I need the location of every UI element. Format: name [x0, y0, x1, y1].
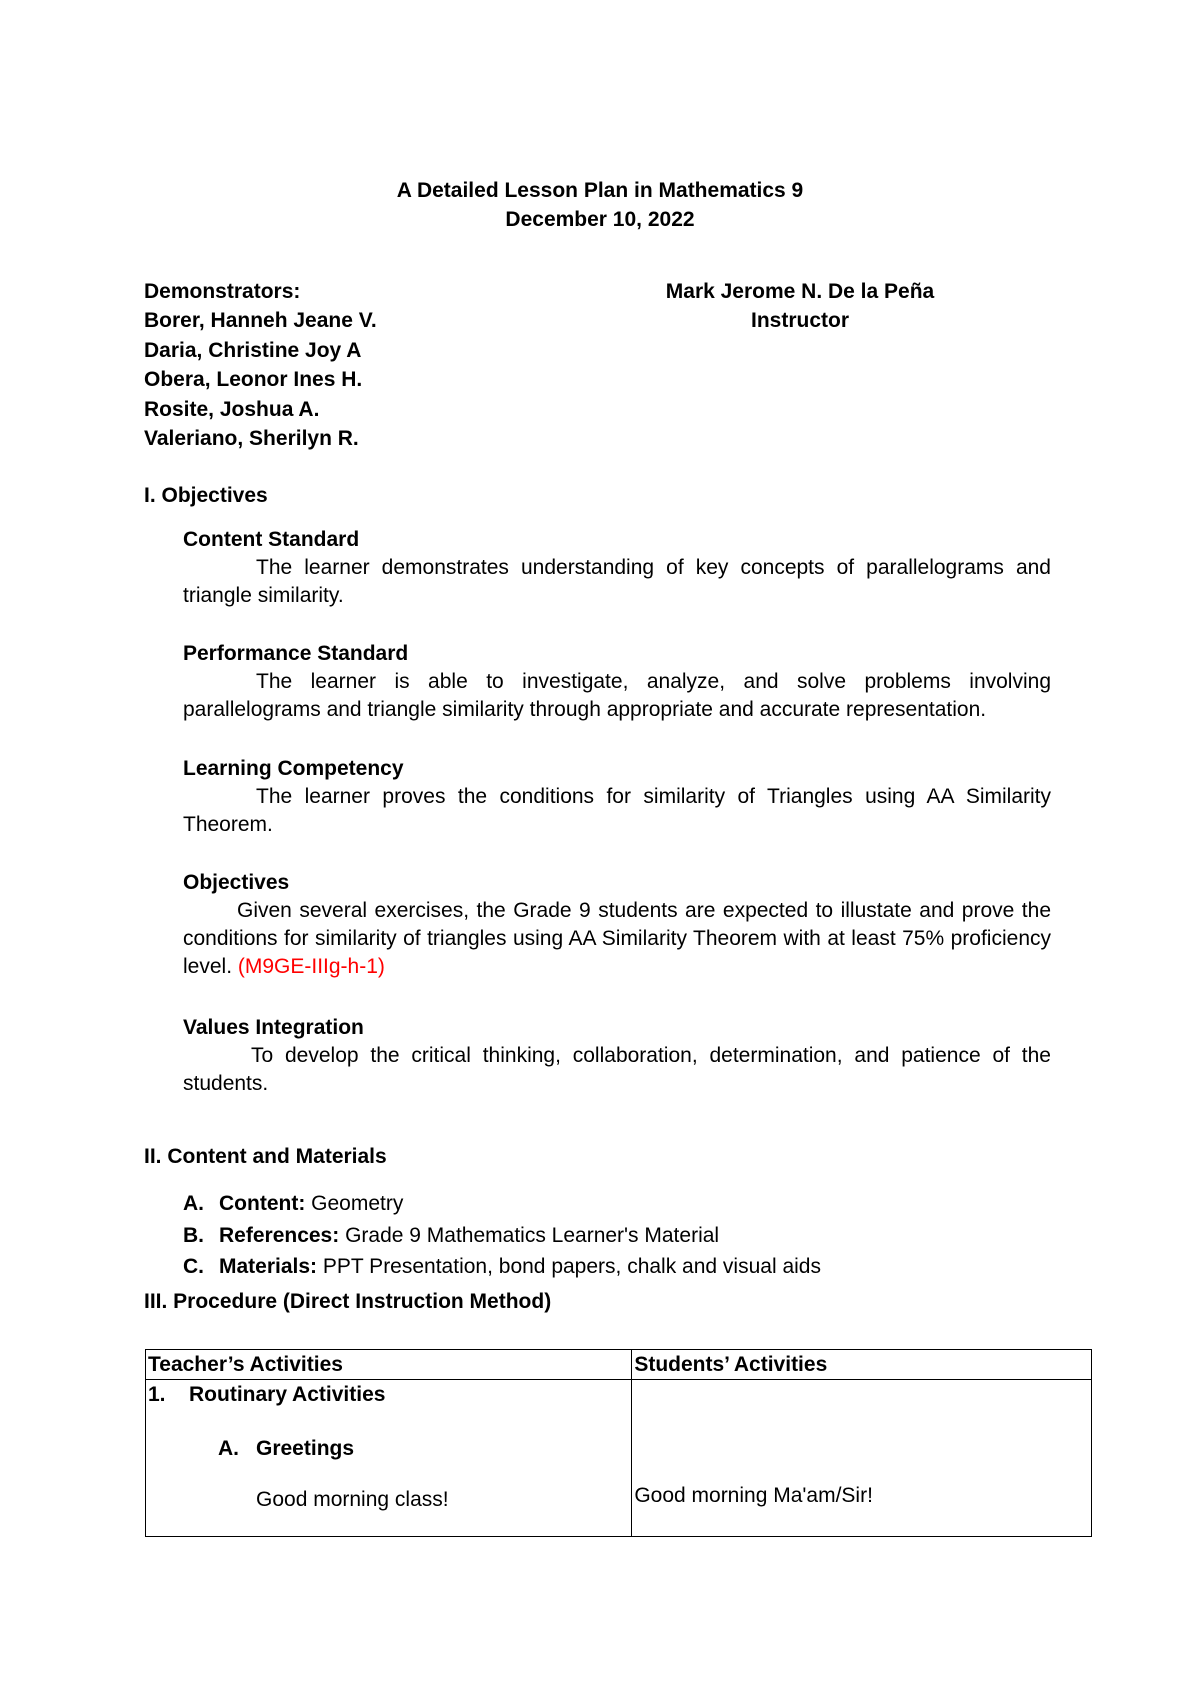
table-header-row	[146, 1350, 1092, 1380]
objectives-section	[183, 868, 1051, 981]
student-activity-cell	[632, 1380, 1092, 1537]
performance-standard-body: The learner is able to investigate, analyze, and solve problems involving parallelograms and triangle similarity through appropriate and accurate representation.	[183, 670, 1051, 721]
teacher-greeting-line: Good morning class!	[256, 1488, 449, 1511]
demonstrator-name: Valeriano, Sherilyn R.	[144, 427, 359, 451]
values-integration-section	[183, 1013, 1051, 1098]
objectives-body	[183, 897, 1051, 981]
list-item-value: Grade 9 Mathematics Learner's Material	[345, 1223, 720, 1247]
values-integration-title: Values Integration	[183, 1016, 364, 1039]
content-materials-heading: II. Content and Materials	[144, 1145, 387, 1168]
procedure-heading: III. Procedure (Direct Instruction Method)	[144, 1290, 552, 1313]
list-item-label: Content:	[219, 1192, 306, 1215]
list-item	[183, 1251, 821, 1283]
list-item-label: References:	[219, 1223, 340, 1247]
demonstrator-name: Obera, Leonor Ines H.	[144, 368, 363, 392]
instructor-block	[620, 277, 980, 336]
content-standard-title: Content Standard	[183, 528, 360, 551]
demonstrators-label: Demonstrators:	[144, 280, 301, 303]
demonstrator-name: Borer, Hanneh Jeane V.	[144, 309, 377, 333]
performance-standard-section	[183, 639, 1051, 724]
list-item-letter: C.	[183, 1255, 204, 1278]
document-header	[0, 176, 1200, 234]
instructor-role: Instructor	[750, 309, 849, 333]
objectives-text: Given several exercises, the Grade 9 students are expected to illustate and prove the conditions for similarity of triangles using AA Similarity Theorem with at least 75% proficiency level.	[183, 899, 1051, 978]
list-item-letter: A.	[183, 1192, 204, 1215]
list-item	[183, 1220, 821, 1252]
objectives-title: Objectives	[183, 871, 290, 894]
routine-title: Routinary Activities	[189, 1383, 386, 1406]
learning-competency-title: Learning Competency	[183, 757, 404, 780]
content-materials-list	[183, 1188, 821, 1283]
students-activities-header: Students’ Activities	[632, 1350, 1092, 1380]
teacher-activities-header: Teacher’s Activities	[146, 1350, 632, 1380]
content-standard-section	[183, 525, 1051, 610]
routine-number: 1.	[148, 1383, 166, 1406]
list-item-label: Materials:	[219, 1255, 318, 1278]
learning-competency-body: The learner proves the conditions for similarity of Triangles using AA Similarity Theorem.	[183, 785, 1051, 836]
table-row	[146, 1380, 1092, 1537]
list-item-value: Geometry	[311, 1192, 404, 1215]
learning-competency-section	[183, 754, 1051, 839]
list-item	[183, 1188, 821, 1220]
demonstrator-name: Rosite, Joshua A.	[144, 397, 320, 421]
instructor-name: Mark Jerome N. De la Peña	[665, 280, 935, 303]
objectives-heading: I. Objectives	[144, 484, 268, 507]
student-greeting-line: Good morning Ma'am/Sir!	[634, 1484, 873, 1507]
performance-standard-title: Performance Standard	[183, 642, 409, 665]
greeting-title: Greetings	[256, 1437, 355, 1460]
list-item-letter: B.	[183, 1223, 204, 1247]
teacher-activity-cell	[146, 1380, 632, 1537]
values-integration-body: To develop the critical thinking, collaboration, determination, and patience of the students.	[183, 1044, 1051, 1095]
document-title: A Detailed Lesson Plan in Mathematics 9	[396, 179, 804, 202]
greeting-letter: A.	[218, 1437, 239, 1460]
list-item-value: PPT Presentation, bond papers, chalk and visual aids	[322, 1255, 821, 1278]
competency-code: (M9GE-IIIg-h-1)	[237, 955, 385, 978]
demonstrators-list	[144, 277, 377, 453]
procedure-table	[145, 1349, 1092, 1537]
content-standard-body: The learner demonstrates understanding of key concepts of parallelograms and triangle similarity.	[183, 556, 1051, 607]
document-date: December 10, 2022	[505, 208, 695, 231]
demonstrator-name: Daria, Christine Joy A	[144, 338, 362, 362]
